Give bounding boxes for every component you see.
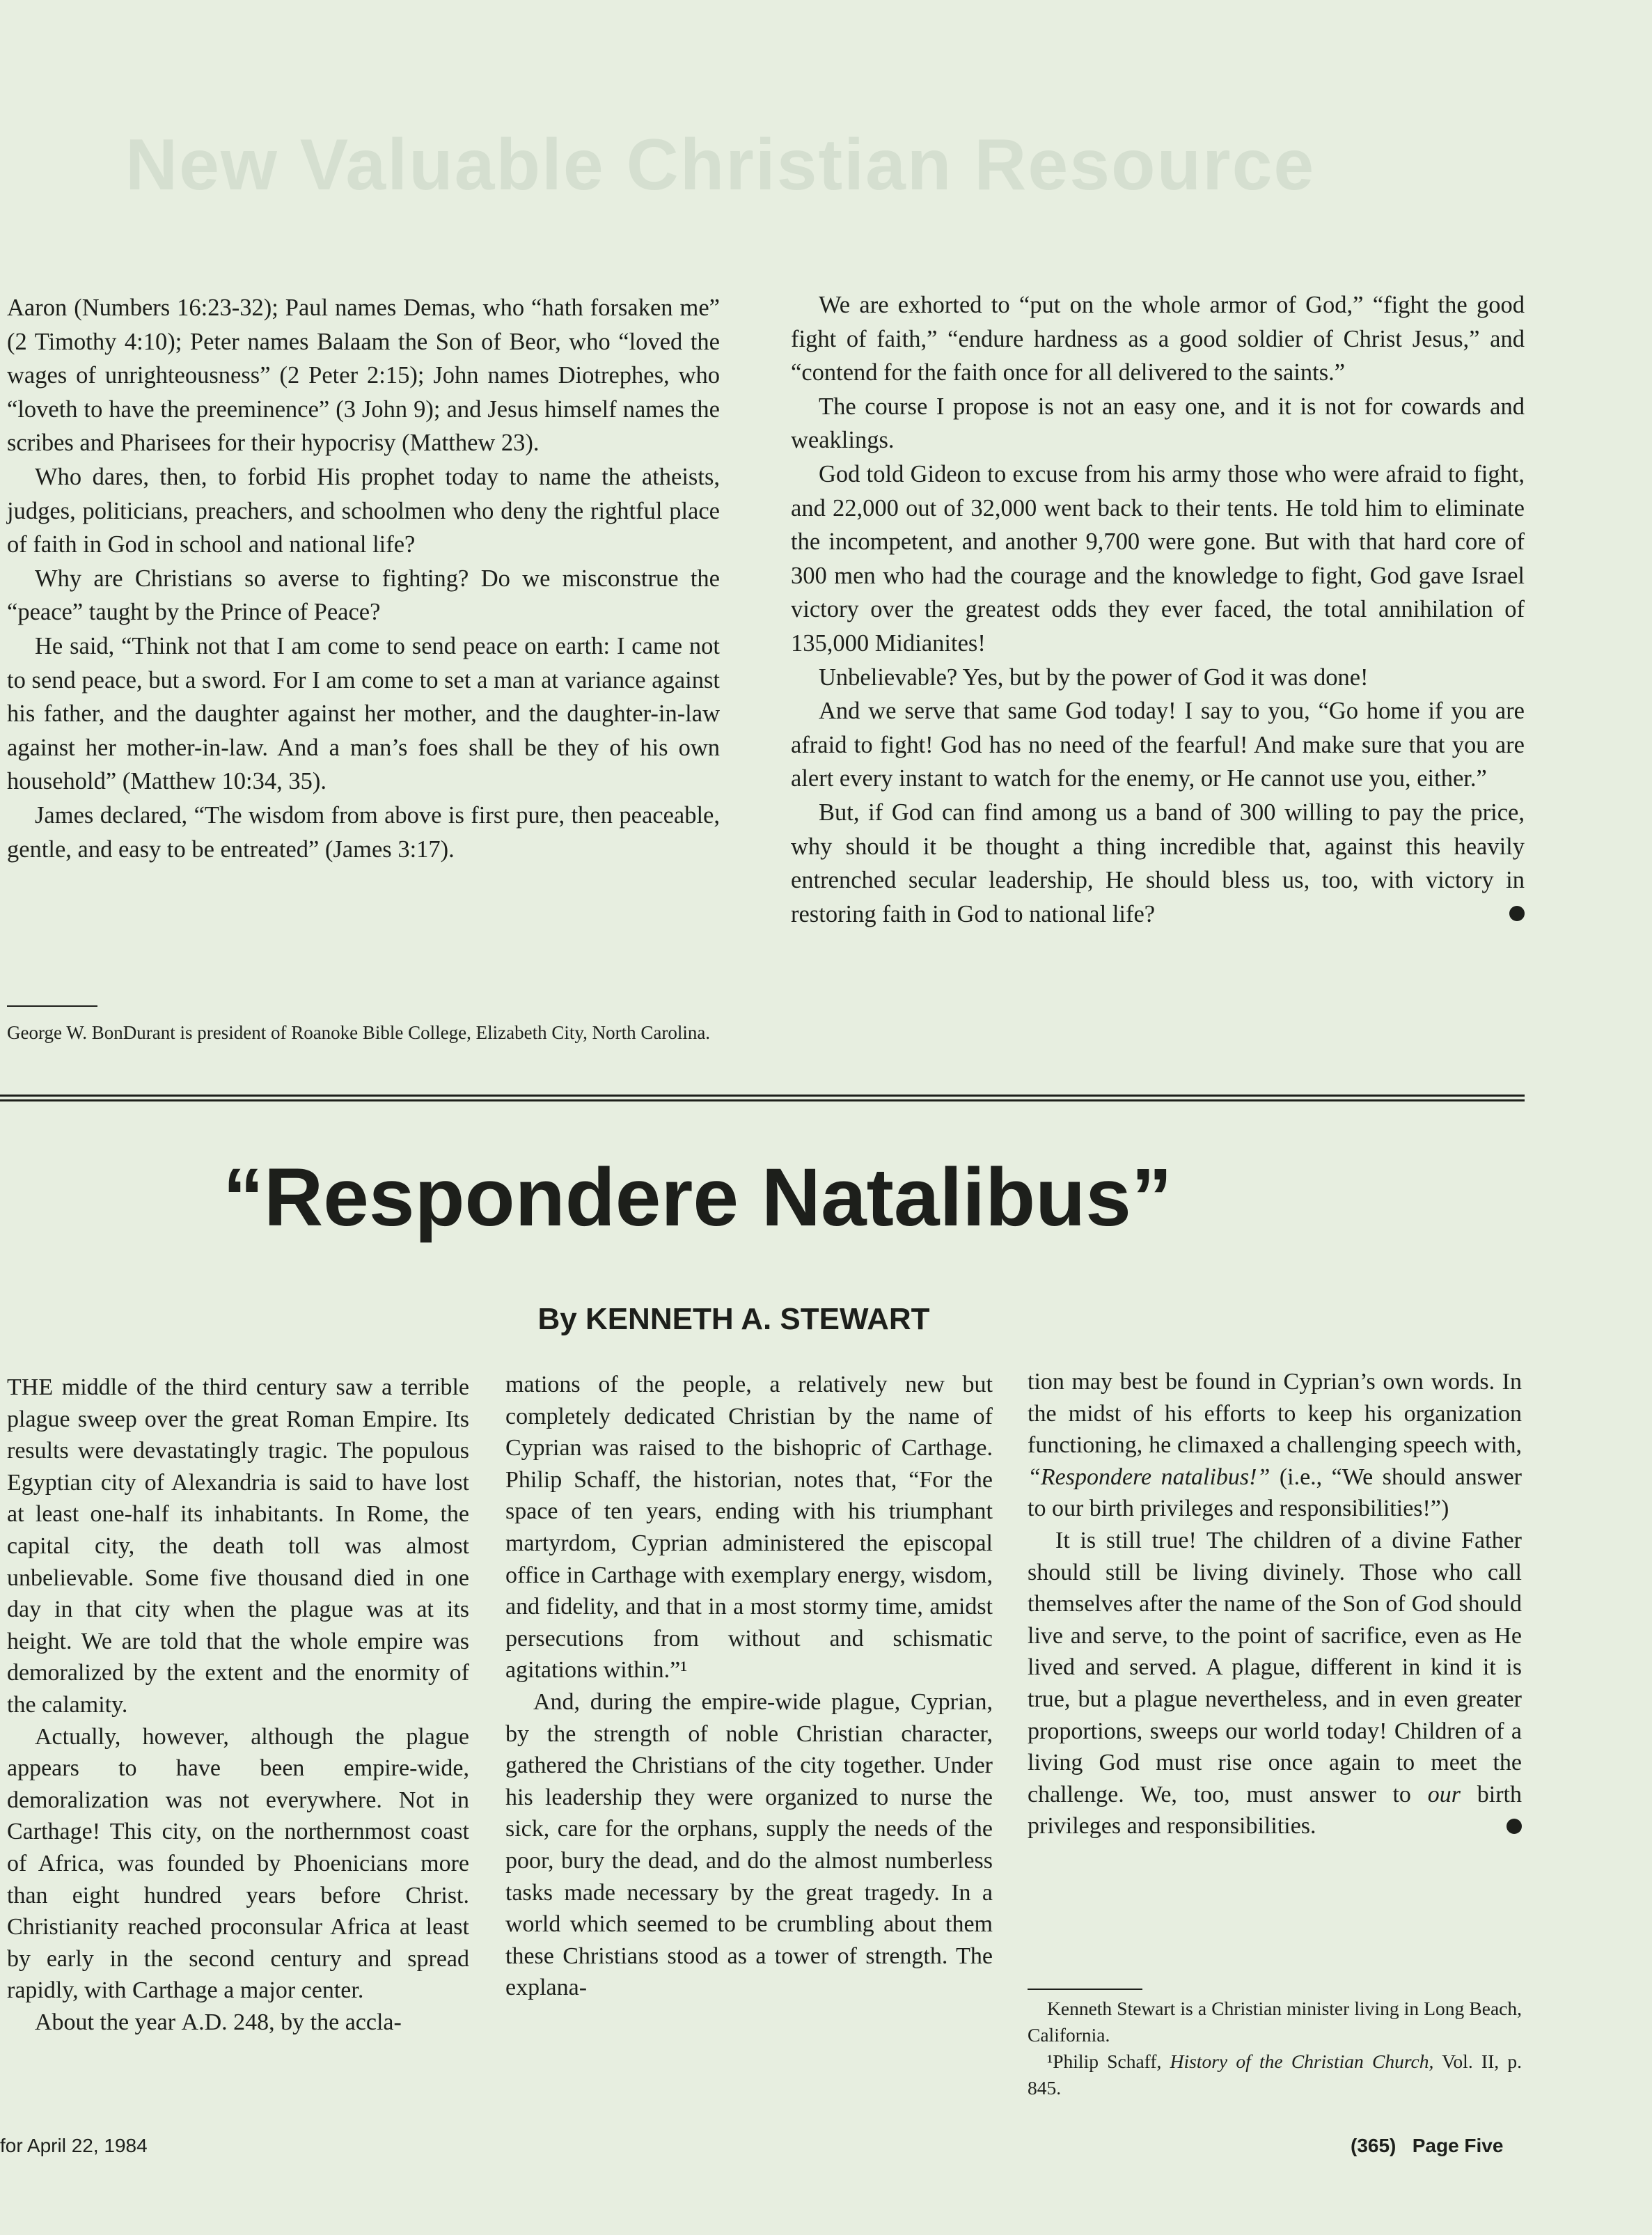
section-divider [0, 1095, 1525, 1101]
page-number: (365) [1351, 2135, 1397, 2156]
paragraph: THE middle of the third century saw a terrible plague sweep over the great Roman Empire. Its results were devastatingly tragic. The populous Egyptian city of Alexandria is said to have lost at least one-half its inhabitants. In Rome, the capital city, the death toll was almost unbelievable. Some five thousand died in one day in that city when the plague was at its height. We are told that the whole empire was demoralized by the extent and the enormity of the calamity. [7, 1374, 469, 1718]
byline-author: KENNETH A. STEWART [585, 1302, 930, 1336]
paragraph [1028, 1366, 1522, 1525]
text: (i.e., “We should answer to our birth privileges and responsibilities!”) [1028, 1464, 1522, 1522]
footer-page [1351, 2132, 1503, 2160]
text: birth privileges and responsibilities. [1028, 1781, 1523, 1840]
paragraph: Who dares, then, to forbid His prophet today to name the atheists, judges, politicians, preachers, and schoolmen who deny the rightful place of faith in God in school and national life? [7, 463, 720, 558]
emphasis: our [1427, 1781, 1461, 1807]
paragraph [1028, 1525, 1522, 1842]
article-column-1 [7, 1372, 469, 2038]
text: 248, by the accla- [227, 2009, 402, 2035]
paragraph [7, 2007, 469, 2039]
text: ¹Philip Schaff, [1047, 2050, 1170, 2072]
end-bullet-icon [1507, 1819, 1522, 1834]
paragraph: Why are Christians so averse to fighting? Do we misconstrue the “peace” taught by the Prince of Peace? [7, 565, 720, 626]
note-divider [7, 1005, 97, 1007]
article-notes [1028, 1995, 1522, 2101]
note-divider [1028, 1989, 1142, 1990]
era-abbrev: A.D. [181, 2009, 228, 2035]
paragraph: Actually, however, although the plague appears to have been empire-wide, demoralization was not everywhere. Not in Carthage! This city, on the northernmost coast of Africa, was founded by Phoenicians more than eight hundred years before Christ. Christianity reached proconsular Africa at least by early in the second century and spread rapidly, with Carthage a major center. [7, 1723, 469, 2004]
text: Vol. II, p. 845. [1028, 2050, 1522, 2099]
article-column-2 [505, 1369, 993, 2004]
paragraph-text: But, if God can find among us a band of 300 willing to pay the price, why should it be thought a thing incredible that, against this heavily entrenched secular leadership, He should bless us, too, with victory in restoring faith in God to national life? [791, 799, 1525, 927]
book-title: History of the Christian Church, [1170, 2050, 1434, 2072]
byline [0, 1299, 1652, 1340]
byline-by: By [537, 1302, 577, 1336]
text: It is still true! The children of a divine Father should still be living divinely. Those who call themselves after the name of the Son of God should live and serve, to the point of sacrifice, even as He lived and served. A plague, different in kind it is true, but a plague nevertheless, and in even greater proportions, sweeps our world today! Children of a living God must rise once again to meet the challenge. We, too, must answer to [1028, 1527, 1522, 1807]
top-right-column [791, 288, 1525, 931]
author-note: George W. BonDurant is president of Roanoke Bible College, Elizabeth City, North Carolina. [7, 1022, 711, 1043]
end-bullet-icon [1509, 906, 1525, 921]
paragraph: And we serve that same God today! I say to you, “Go home if you are afraid to fight! God has no need of the fearful! And make sure that you are alert every instant to watch for the enemy, or He cannot use you, either.” [791, 698, 1525, 792]
article-column-3 [1028, 1366, 1522, 1842]
footnote [1028, 2048, 1522, 2101]
text: tion may best be found in Cyprian’s own words. In the midst of his efforts to keep his organization functioning, he climaxed a challenging speech with, [1028, 1369, 1522, 1459]
paragraph: He said, “Think not that I am come to send peace on earth: I came not to send peace, but a sword. For I am come to set a man at variance against his father, and the daughter against her mother, and the daughter-in-law against her mother-in-law. And a man’s foes shall be they of his own household” (Matthew 10:34, 35). [7, 632, 720, 795]
paragraph: mations of the people, a relatively new but completely dedicated Christian by the name of Cyprian was raised to the bishopric of Carthage. Philip Schaff, the historian, notes that, “For the space of ten years, ending with his triumphant martyrdom, Cyprian administered the episcopal office in Carthage with exemplary energy, wisdom, and fidelity, and that in a most stormy time, amidst persecutions from without and schismatic agitations within.”¹ [505, 1372, 993, 1684]
paragraph: And, during the empire-wide plague, Cyprian, by the strength of noble Christian character, gathered the Christians of the city together. Under his leadership they were organized to nurse the sick, care for the orphans, supply the needs of the poor, bury the dead, and do the almost numberless tasks made necessary by the great tragedy. In a world which seemed to be crumbling about them these Christians stood as a tower of strength. The explana- [505, 1688, 993, 2001]
paragraph: God told Gideon to excuse from his army those who were afraid to fight, and 22,000 out of 32,000 went back to their tents. He told him to eliminate the incompetent, and another 9,700 were gone. But with that hard core of 300 men who had the courage and the knowledge to fight, God gave Israel victory over the greatest odds they ever faced, the total annihilation of 135,000 Midianites! [791, 460, 1525, 657]
paragraph: Unbelievable? Yes, but by the power of God it was done! [819, 664, 1369, 691]
paragraph-last [791, 796, 1525, 931]
top-left-column [7, 291, 720, 866]
faded-header: New Valuable Christian Resource [125, 125, 1316, 205]
paragraph: The course I propose is not an easy one, and it is not for cowards and weaklings. [791, 393, 1525, 454]
page-label: Page Five [1412, 2135, 1504, 2156]
footer-date: for April 22, 1984 [0, 2135, 148, 2156]
paragraph: Aaron (Numbers 16:23-32); Paul names Demas, who “hath forsaken me” (2 Timothy 4:10); Peter names Balaam the Son of Beor, who “loved the wages of unrighteousness” (2 Peter 2:15); John names Diotrephes, who “loveth to have the preeminence” (3 John 9); and Jesus himself names the scribes and Pharisees for their hypocrisy (Matthew 23). [7, 295, 720, 457]
text: About the year [35, 2009, 182, 2035]
author-note: Kenneth Stewart is a Christian minister living in Long Beach, California. [1028, 1998, 1522, 2046]
latin-phrase: “Respondere natalibus!” [1028, 1464, 1271, 1490]
paragraph: James declared, “The wisdom from above is first pure, then peaceable, gentle, and easy to be entreated” (James 3:17). [7, 801, 720, 863]
paragraph: We are exhorted to “put on the whole armor of God,” “fight the good fight of faith,” “endure hardness as a good soldier of Christ Jesus,” and “contend for the faith once for all delivered to the saints.” [791, 292, 1525, 386]
article-title: “Respondere Natalibus” [223, 1152, 1172, 1244]
